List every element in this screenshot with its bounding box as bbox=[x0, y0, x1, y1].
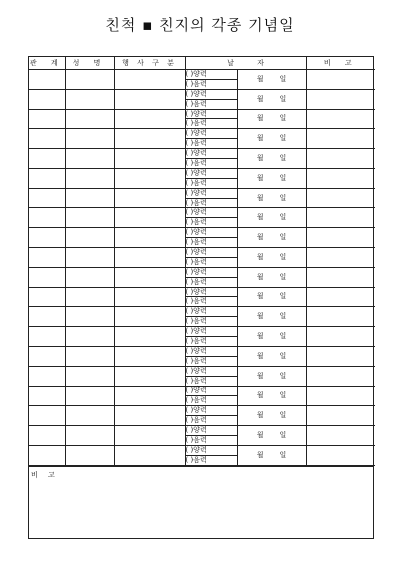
note-cell[interactable] bbox=[306, 109, 375, 129]
relation-cell[interactable] bbox=[29, 228, 65, 248]
month-label: 월 bbox=[256, 154, 264, 163]
event-type-cell[interactable] bbox=[114, 267, 185, 287]
anniversary-table bbox=[29, 57, 375, 466]
event-type-cell[interactable] bbox=[114, 366, 185, 386]
month-day-cell[interactable] bbox=[237, 267, 306, 287]
event-type-cell[interactable] bbox=[114, 386, 185, 406]
name-cell[interactable] bbox=[65, 89, 114, 109]
solar-cell[interactable] bbox=[185, 149, 237, 159]
day-label: 일 bbox=[279, 252, 287, 261]
solar-cell[interactable] bbox=[185, 346, 237, 356]
name-cell[interactable] bbox=[65, 445, 114, 465]
day-label: 일 bbox=[279, 213, 287, 222]
relation-cell[interactable] bbox=[29, 406, 65, 426]
month-label: 월 bbox=[256, 233, 264, 242]
relation-cell[interactable] bbox=[29, 287, 65, 307]
relation-cell[interactable] bbox=[29, 386, 65, 406]
table-body bbox=[29, 70, 375, 466]
name-cell[interactable] bbox=[65, 267, 114, 287]
event-type-cell[interactable] bbox=[114, 426, 185, 446]
event-type-cell[interactable] bbox=[114, 208, 185, 228]
lunar-cell[interactable] bbox=[185, 198, 237, 208]
solar-label: ( )양력 bbox=[185, 366, 207, 375]
lunar-label: ( )음력 bbox=[185, 376, 207, 385]
month-label: 월 bbox=[256, 391, 264, 400]
lunar-label: ( )음력 bbox=[185, 119, 207, 128]
lunar-label: ( )음력 bbox=[185, 139, 207, 148]
solar-cell[interactable] bbox=[185, 228, 237, 238]
anniversary-sheet bbox=[28, 56, 374, 539]
month-day-cell[interactable] bbox=[237, 109, 306, 129]
solar-label: ( )양력 bbox=[185, 168, 207, 177]
note-cell[interactable] bbox=[306, 307, 375, 327]
lunar-cell[interactable] bbox=[185, 99, 237, 109]
month-label: 월 bbox=[256, 213, 264, 222]
day-label: 일 bbox=[279, 371, 287, 380]
solar-label: ( )양력 bbox=[185, 149, 207, 158]
relation-cell[interactable] bbox=[29, 366, 65, 386]
solar-cell[interactable] bbox=[185, 129, 237, 139]
note-cell[interactable] bbox=[306, 188, 375, 208]
note-cell[interactable] bbox=[306, 426, 375, 446]
lunar-label: ( )음력 bbox=[185, 79, 207, 88]
lunar-cell[interactable] bbox=[185, 238, 237, 248]
day-label: 일 bbox=[279, 134, 287, 143]
table-row bbox=[29, 248, 375, 258]
month-day-cell[interactable] bbox=[237, 89, 306, 109]
lunar-cell[interactable] bbox=[185, 317, 237, 327]
table-row bbox=[29, 149, 375, 159]
lunar-label: ( )음력 bbox=[185, 297, 207, 306]
solar-cell[interactable] bbox=[185, 89, 237, 99]
solar-label: ( )양력 bbox=[185, 426, 207, 434]
month-day-cell[interactable] bbox=[237, 307, 306, 327]
day-label: 일 bbox=[279, 74, 287, 83]
month-day-cell[interactable] bbox=[237, 386, 306, 406]
header-date-right: 자 bbox=[257, 58, 264, 67]
month-label: 월 bbox=[256, 292, 264, 301]
month-label: 월 bbox=[256, 114, 264, 123]
header-name: 성 명 bbox=[65, 57, 114, 70]
note-cell[interactable] bbox=[306, 346, 375, 366]
day-label: 일 bbox=[279, 351, 287, 360]
note-cell[interactable] bbox=[306, 149, 375, 169]
lunar-label: ( )음력 bbox=[185, 416, 207, 425]
lunar-label: ( )음력 bbox=[185, 277, 207, 286]
day-label: 일 bbox=[279, 450, 287, 459]
event-type-cell[interactable] bbox=[114, 307, 185, 327]
solar-cell[interactable] bbox=[185, 287, 237, 297]
month-label: 월 bbox=[256, 411, 264, 420]
name-cell[interactable] bbox=[65, 228, 114, 248]
day-label: 일 bbox=[279, 114, 287, 123]
header-note: 비 고 bbox=[306, 57, 375, 70]
event-type-cell[interactable] bbox=[114, 89, 185, 109]
table-row bbox=[29, 307, 375, 317]
name-cell[interactable] bbox=[65, 386, 114, 406]
month-label: 월 bbox=[256, 252, 264, 261]
solar-label: ( )양력 bbox=[185, 445, 207, 454]
month-label: 월 bbox=[256, 74, 264, 83]
lunar-cell[interactable] bbox=[185, 277, 237, 287]
solar-label: ( )양력 bbox=[185, 129, 207, 138]
month-label: 월 bbox=[256, 193, 264, 202]
lunar-label: ( )음력 bbox=[185, 317, 207, 326]
lunar-cell[interactable] bbox=[185, 139, 237, 149]
name-cell[interactable] bbox=[65, 307, 114, 327]
event-type-cell[interactable] bbox=[114, 228, 185, 248]
relation-cell[interactable] bbox=[29, 129, 65, 149]
lunar-cell[interactable] bbox=[185, 435, 237, 445]
note-cell[interactable] bbox=[306, 248, 375, 268]
solar-label: ( )양력 bbox=[185, 228, 207, 237]
note-cell[interactable] bbox=[306, 267, 375, 287]
name-cell[interactable] bbox=[65, 346, 114, 366]
lunar-cell[interactable] bbox=[185, 337, 237, 347]
table-row bbox=[29, 366, 375, 376]
note-cell[interactable] bbox=[306, 445, 375, 465]
table-row bbox=[29, 287, 375, 297]
lunar-label: ( )음력 bbox=[185, 257, 207, 266]
note-cell[interactable] bbox=[306, 168, 375, 188]
event-type-cell[interactable] bbox=[114, 406, 185, 426]
day-label: 일 bbox=[279, 173, 287, 182]
month-day-cell[interactable] bbox=[237, 426, 306, 446]
month-day-cell[interactable] bbox=[237, 208, 306, 228]
event-type-cell[interactable] bbox=[114, 168, 185, 188]
relation-cell[interactable] bbox=[29, 168, 65, 188]
name-cell[interactable] bbox=[65, 406, 114, 426]
solar-label: ( )양력 bbox=[185, 69, 207, 78]
name-cell[interactable] bbox=[65, 149, 114, 169]
month-label: 월 bbox=[256, 332, 264, 341]
day-label: 일 bbox=[279, 193, 287, 202]
header-date-left: 날 bbox=[227, 58, 234, 67]
relation-cell[interactable] bbox=[29, 445, 65, 465]
name-cell[interactable] bbox=[65, 168, 114, 188]
note-cell[interactable] bbox=[306, 406, 375, 426]
solar-cell[interactable] bbox=[185, 327, 237, 337]
month-label: 월 bbox=[256, 173, 264, 182]
month-day-cell[interactable] bbox=[237, 70, 306, 90]
month-day-cell[interactable] bbox=[237, 406, 306, 426]
solar-cell[interactable] bbox=[185, 406, 237, 416]
event-type-cell[interactable] bbox=[114, 287, 185, 307]
lunar-label: ( )음력 bbox=[185, 198, 207, 207]
month-day-cell[interactable] bbox=[237, 188, 306, 208]
name-cell[interactable] bbox=[65, 109, 114, 129]
relation-cell[interactable] bbox=[29, 426, 65, 446]
remarks-label: 비 고 bbox=[31, 470, 59, 479]
table-row bbox=[29, 426, 375, 436]
month-label: 월 bbox=[256, 272, 264, 281]
day-label: 일 bbox=[279, 154, 287, 163]
day-label: 일 bbox=[279, 430, 287, 439]
table-row bbox=[29, 346, 375, 356]
solar-label: ( )양력 bbox=[185, 346, 207, 355]
name-cell[interactable] bbox=[65, 208, 114, 228]
month-day-cell[interactable] bbox=[237, 129, 306, 149]
note-cell[interactable] bbox=[306, 366, 375, 386]
month-label: 월 bbox=[256, 94, 264, 103]
day-label: 일 bbox=[279, 332, 287, 341]
lunar-label: ( )음력 bbox=[185, 455, 207, 464]
solar-label: ( )양력 bbox=[185, 109, 207, 118]
solar-label: ( )양력 bbox=[185, 208, 207, 217]
solar-label: ( )양력 bbox=[185, 406, 207, 415]
solar-label: ( )양력 bbox=[185, 307, 207, 316]
solar-cell[interactable] bbox=[185, 248, 237, 258]
month-label: 월 bbox=[256, 450, 264, 459]
table-row bbox=[29, 445, 375, 455]
header-date bbox=[185, 57, 306, 70]
month-day-cell[interactable] bbox=[237, 366, 306, 386]
day-label: 일 bbox=[279, 94, 287, 103]
note-cell[interactable] bbox=[306, 386, 375, 406]
lunar-cell[interactable] bbox=[185, 376, 237, 386]
lunar-label: ( )음력 bbox=[185, 435, 207, 444]
solar-cell[interactable] bbox=[185, 366, 237, 376]
lunar-cell[interactable] bbox=[185, 356, 237, 366]
solar-cell[interactable] bbox=[185, 386, 237, 396]
solar-cell[interactable] bbox=[185, 445, 237, 455]
month-day-cell[interactable] bbox=[237, 149, 306, 169]
note-cell[interactable] bbox=[306, 327, 375, 347]
event-type-cell[interactable] bbox=[114, 149, 185, 169]
lunar-cell[interactable] bbox=[185, 79, 237, 89]
note-cell[interactable] bbox=[306, 70, 375, 90]
month-day-cell[interactable] bbox=[237, 248, 306, 268]
month-day-cell[interactable] bbox=[237, 287, 306, 307]
solar-label: ( )양력 bbox=[185, 247, 207, 256]
event-type-cell[interactable] bbox=[114, 70, 185, 90]
note-cell[interactable] bbox=[306, 228, 375, 248]
solar-cell[interactable] bbox=[185, 267, 237, 277]
solar-cell[interactable] bbox=[185, 188, 237, 198]
lunar-label: ( )음력 bbox=[185, 336, 207, 345]
month-day-cell[interactable] bbox=[237, 228, 306, 248]
lunar-label: ( )음력 bbox=[185, 99, 207, 108]
month-label: 월 bbox=[256, 351, 264, 360]
solar-label: ( )양력 bbox=[185, 188, 207, 197]
table-row bbox=[29, 228, 375, 238]
solar-label: ( )양력 bbox=[185, 89, 207, 98]
event-type-cell[interactable] bbox=[114, 445, 185, 465]
name-cell[interactable] bbox=[65, 426, 114, 446]
relation-cell[interactable] bbox=[29, 109, 65, 129]
month-label: 월 bbox=[256, 134, 264, 143]
lunar-label: ( )음력 bbox=[185, 158, 207, 167]
note-cell[interactable] bbox=[306, 208, 375, 228]
day-label: 일 bbox=[279, 411, 287, 420]
day-label: 일 bbox=[279, 312, 287, 321]
lunar-cell[interactable] bbox=[185, 396, 237, 406]
lunar-label: ( )음력 bbox=[185, 178, 207, 187]
relation-cell[interactable] bbox=[29, 149, 65, 169]
header-relation: 관 계 bbox=[29, 57, 65, 70]
remarks-box[interactable] bbox=[29, 466, 373, 538]
solar-cell[interactable] bbox=[185, 426, 237, 436]
table-header-row bbox=[29, 57, 375, 70]
solar-label: ( )양력 bbox=[185, 267, 207, 276]
solar-label: ( )양력 bbox=[185, 327, 207, 336]
day-label: 일 bbox=[279, 233, 287, 242]
relation-cell[interactable] bbox=[29, 248, 65, 268]
solar-cell[interactable] bbox=[185, 208, 237, 218]
solar-label: ( )양력 bbox=[185, 386, 207, 395]
lunar-cell[interactable] bbox=[185, 455, 237, 465]
table-row bbox=[29, 168, 375, 178]
table-row bbox=[29, 109, 375, 119]
page-title: 친척 ▪ 친지의 각종 기념일 bbox=[105, 16, 295, 34]
lunar-label: ( )음력 bbox=[185, 356, 207, 365]
day-label: 일 bbox=[279, 272, 287, 281]
solar-cell[interactable] bbox=[185, 109, 237, 119]
name-cell[interactable] bbox=[65, 366, 114, 386]
table-row bbox=[29, 386, 375, 396]
name-cell[interactable] bbox=[65, 248, 114, 268]
lunar-cell[interactable] bbox=[185, 159, 237, 169]
solar-cell[interactable] bbox=[185, 70, 237, 80]
relation-cell[interactable] bbox=[29, 346, 65, 366]
solar-cell[interactable] bbox=[185, 168, 237, 178]
month-label: 월 bbox=[256, 312, 264, 321]
month-day-cell[interactable] bbox=[237, 168, 306, 188]
table-row bbox=[29, 188, 375, 198]
name-cell[interactable] bbox=[65, 188, 114, 208]
event-type-cell[interactable] bbox=[114, 248, 185, 268]
relation-cell[interactable] bbox=[29, 208, 65, 228]
table-row bbox=[29, 89, 375, 99]
day-label: 일 bbox=[279, 292, 287, 301]
header-event-type: 행 사 구 분 bbox=[114, 57, 185, 70]
note-cell[interactable] bbox=[306, 129, 375, 149]
event-type-cell[interactable] bbox=[114, 346, 185, 366]
day-label: 일 bbox=[279, 391, 287, 400]
table-row bbox=[29, 406, 375, 416]
lunar-label: ( )음력 bbox=[185, 396, 207, 405]
name-cell[interactable] bbox=[65, 287, 114, 307]
note-cell[interactable] bbox=[306, 287, 375, 307]
lunar-cell[interactable] bbox=[185, 178, 237, 188]
table-row bbox=[29, 208, 375, 218]
solar-label: ( )양력 bbox=[185, 287, 207, 296]
table-row bbox=[29, 327, 375, 337]
event-type-cell[interactable] bbox=[114, 327, 185, 347]
table-row bbox=[29, 70, 375, 80]
lunar-cell[interactable] bbox=[185, 218, 237, 228]
month-day-cell[interactable] bbox=[237, 346, 306, 366]
event-type-cell[interactable] bbox=[114, 109, 185, 129]
name-cell[interactable] bbox=[65, 129, 114, 149]
relation-cell[interactable] bbox=[29, 89, 65, 109]
name-cell[interactable] bbox=[65, 70, 114, 90]
lunar-cell[interactable] bbox=[185, 257, 237, 267]
event-type-cell[interactable] bbox=[114, 188, 185, 208]
relation-cell[interactable] bbox=[29, 307, 65, 327]
lunar-cell[interactable] bbox=[185, 416, 237, 426]
lunar-label: ( )음력 bbox=[185, 238, 207, 247]
lunar-cell[interactable] bbox=[185, 297, 237, 307]
month-label: 월 bbox=[256, 430, 264, 439]
table-row bbox=[29, 267, 375, 277]
event-type-cell[interactable] bbox=[114, 129, 185, 149]
solar-cell[interactable] bbox=[185, 307, 237, 317]
lunar-cell[interactable] bbox=[185, 119, 237, 129]
relation-cell[interactable] bbox=[29, 70, 65, 90]
month-label: 월 bbox=[256, 371, 264, 380]
lunar-label: ( )음력 bbox=[185, 218, 207, 227]
name-cell[interactable] bbox=[65, 327, 114, 347]
relation-cell[interactable] bbox=[29, 188, 65, 208]
relation-cell[interactable] bbox=[29, 267, 65, 287]
note-cell[interactable] bbox=[306, 89, 375, 109]
relation-cell[interactable] bbox=[29, 327, 65, 347]
month-day-cell[interactable] bbox=[237, 327, 306, 347]
table-row bbox=[29, 129, 375, 139]
month-day-cell[interactable] bbox=[237, 445, 306, 465]
